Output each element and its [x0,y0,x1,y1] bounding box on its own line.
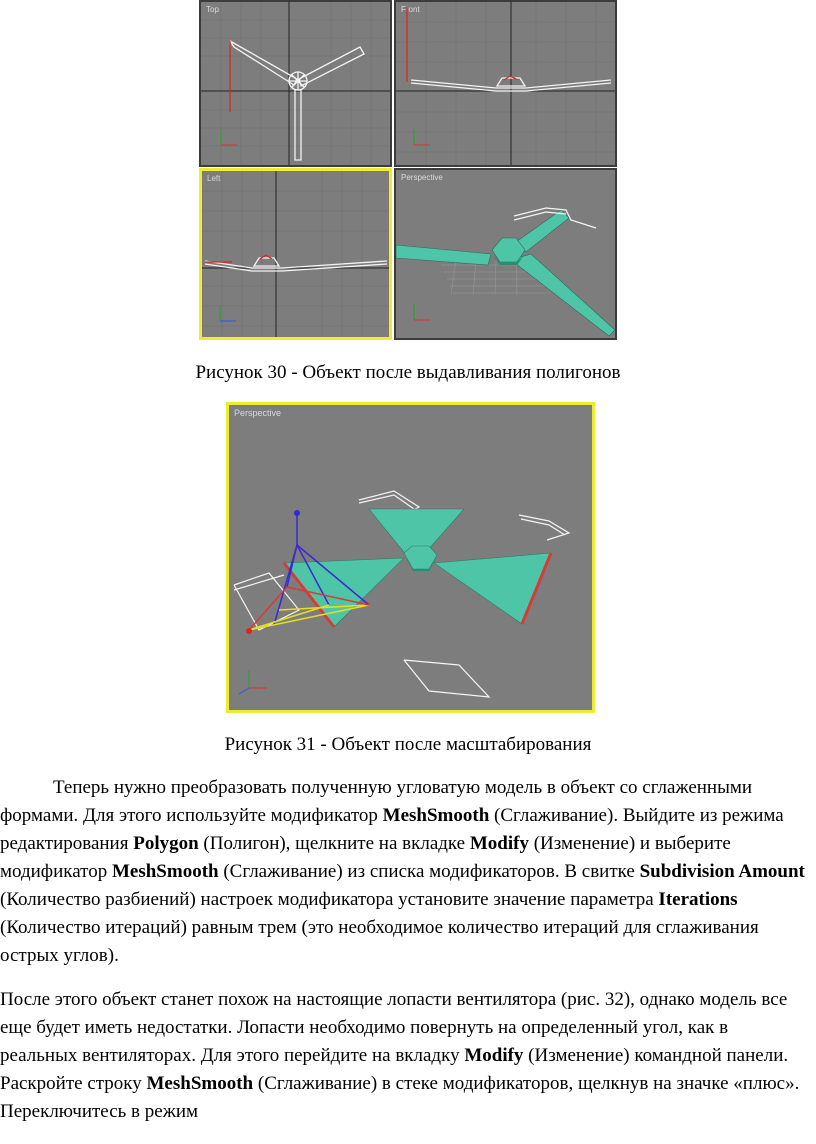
axis-tripod-icon [221,129,237,145]
text-run: Теперь нужно преобразовать полученную угловатую модель в объект со сглаженными формами. Для этого используйте модификатор [0,777,753,826]
term-iterations: Iterations [658,889,738,910]
viewport-perspective-scaled[interactable] [226,402,595,713]
text-run: (Количество разбиений) настроек модификатора установите значение параметра [0,889,659,910]
figure-30-caption: Рисунок 30 - Объект после выдавливания полигонов [195,362,621,383]
text-run: (Изменение) и выберите модификатор [0,833,731,882]
term-modify: Modify [469,833,529,854]
viewport-label: Top [206,5,219,14]
scaled-object-drawing [229,405,595,713]
viewport-left[interactable] [199,168,392,340]
figure-31-caption: Рисунок 31 - Объект после масштабирования [224,734,592,755]
top-view-drawing [201,2,392,167]
text-run: (Изменение) командной панели. Раскройте строку [0,1045,789,1094]
left-view-drawing [202,171,392,340]
text-run: (Количество итераций) равным трем (это необходимое количество итераций для сглаживания острых углов). [0,917,759,966]
term-meshsmooth: MeshSmooth [382,805,490,826]
term-modify: Modify [464,1045,524,1066]
text-run: (Сглаживание) из списка модификаторов. В свитке [218,861,640,882]
perspective-view-drawing [396,170,617,340]
text-run: После этого объект станет похож на настоящие лопасти вентилятора (рис. 32), однако модель все еще будет иметь недостатки. Лопасти необходимо повернуть на определенный угол, как в реальных вентиляторах. Для этого перейдите на вкладку [0,989,788,1066]
viewport-label: Perspective [234,408,282,418]
text-run: (Полигон), щелкните на вкладке [198,833,470,854]
viewport-top[interactable] [199,0,392,167]
term-meshsmooth: MeshSmooth [111,861,219,882]
viewport-label: Left [207,174,221,183]
term-polygon: Polygon [133,833,199,854]
paragraph-meshsmooth-intro [0,774,808,970]
term-meshsmooth: MeshSmooth [146,1073,254,1094]
text-run: (Сглаживание). Выйдите из режима редактирования [0,805,784,854]
front-view-drawing [396,2,617,167]
viewport-perspective[interactable] [394,168,617,340]
viewport-label: Perspective [401,173,443,182]
term-subdivision-amount: Subdivision Amount [639,861,805,882]
paragraph-rotate-blades [0,986,808,1126]
text-run: (Сглаживание) в стеке модификаторов, щелкнув на значке «плюс». Переключитесь в режим [0,1073,800,1122]
viewport-front[interactable] [394,0,617,167]
viewport-label: Front [401,5,420,14]
